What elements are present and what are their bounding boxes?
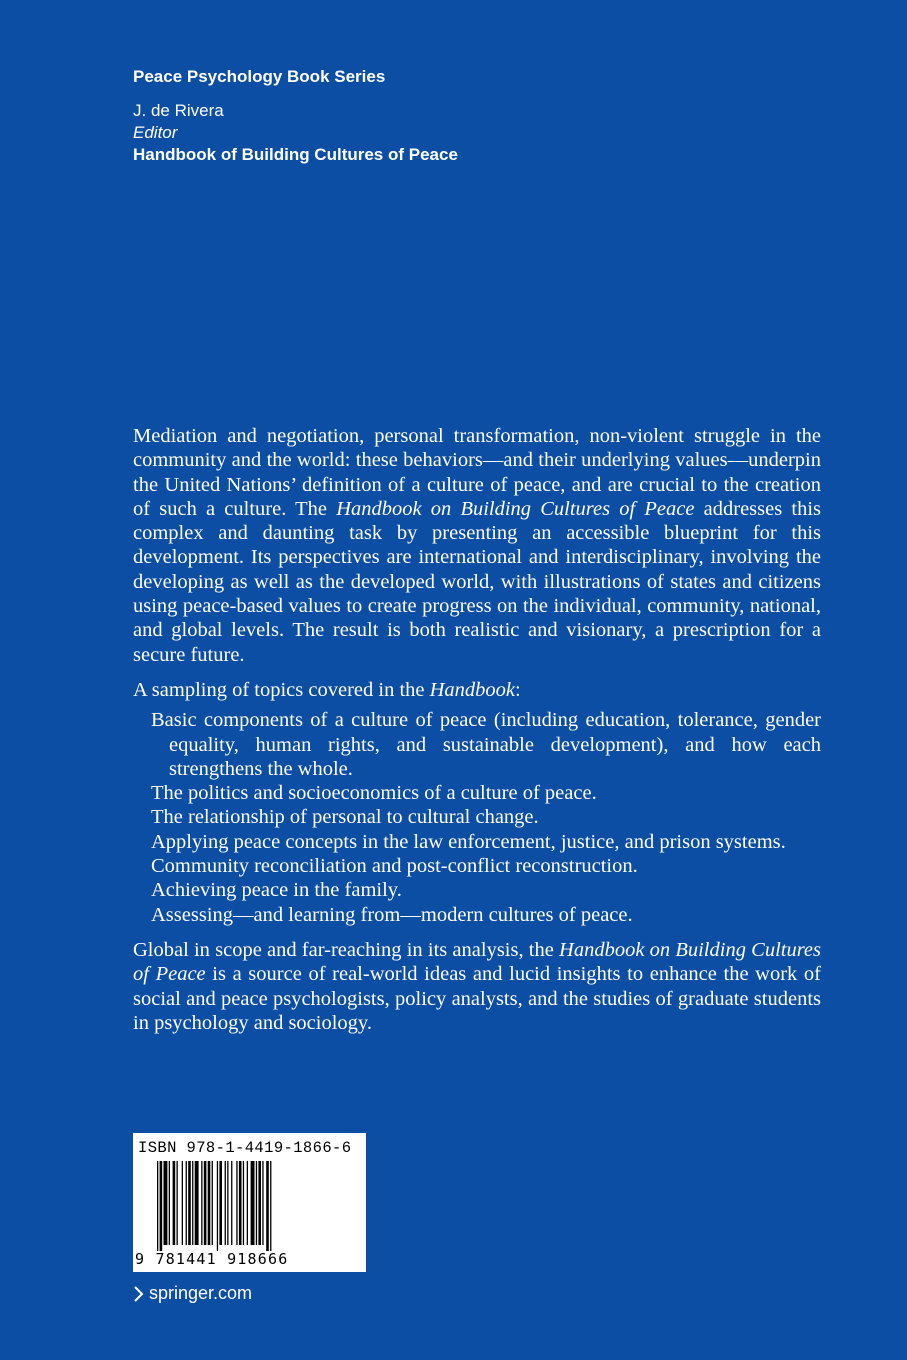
barcode-bar <box>243 1161 244 1245</box>
isbn-barcode-box <box>133 1133 366 1272</box>
barcode-bar <box>227 1161 228 1245</box>
topic-item: Assessing—and learning from—modern cultures of peace. <box>151 903 633 926</box>
barcode-bar <box>169 1161 170 1245</box>
topic-item: The relationship of personal to cultural change. <box>151 806 539 829</box>
barcode-bar <box>192 1161 193 1245</box>
handbook-title-italic: Handbook on Building Cultures of Peace <box>336 497 695 520</box>
barcode-bar <box>157 1161 158 1251</box>
editor-role: Editor <box>133 123 178 142</box>
topics-list <box>133 708 821 927</box>
topic-item: Basic components of a culture of peace (including education, tolerance, gender equality, human rights, and sustainable development), and how each strengthens the whole. <box>151 709 821 780</box>
isbn-label: ISBN 978-1-4419-1866-6 <box>138 1139 352 1157</box>
barcode-bar <box>217 1161 218 1251</box>
barcode-bar <box>247 1161 248 1245</box>
barcode-bar <box>188 1161 191 1245</box>
barcode-bar <box>195 1161 199 1245</box>
barcode-bar <box>270 1161 271 1251</box>
topic-item: Community reconciliation and post-conflict reconstruction. <box>151 855 638 878</box>
barcode-digits: 9 781441 918666 <box>135 1250 289 1268</box>
topic-item: Applying peace concepts in the law enforcement, justice, and prison systems. <box>151 830 786 853</box>
barcode-bar <box>231 1161 232 1245</box>
book-title: Handbook of Building Cultures of Peace <box>133 145 458 164</box>
handbook-title-italic: Handbook on Building Cultures of Peace <box>133 938 822 986</box>
barcode-bar <box>204 1161 207 1245</box>
barcode-bar <box>201 1161 202 1245</box>
barcode-bar <box>251 1161 255 1245</box>
handbook-italic: Handbook <box>429 678 516 701</box>
series-title: Peace Psychology Book Series <box>133 67 386 86</box>
barcode-bar <box>256 1161 257 1245</box>
barcode-bar <box>186 1161 187 1245</box>
barcode-bar <box>212 1161 213 1245</box>
barcode-bar <box>219 1161 222 1245</box>
barcode-bar <box>239 1161 242 1245</box>
barcode-bar <box>208 1161 211 1245</box>
barcode-bar <box>236 1161 237 1245</box>
barcode-bar <box>225 1161 226 1245</box>
barcode-bar <box>182 1161 183 1245</box>
intro-paragraph: Mediation and negotiation, personal transformation, non-violent struggle in the community and the world: these behaviors—and their underlying values—underpin the United Nations’ definition of a culture of peace, and are crucial to the creation of such a culture. The Handbook on Building Cultures of Peace addresses this complex and daunting task by presenting an accessible blueprint for this development. Its perspectives are international and interdisciplinary, involving the developing as well as the developed world, with illustrations of states and citizens using peace-based values to create progress on the individual, community, national, and global levels. The result is both realistic and visionary, a prescription for a secure future. <box>133 425 821 666</box>
editor-name: J. de Rivera <box>133 101 224 120</box>
barcode-bar <box>164 1161 168 1245</box>
barcode-bar <box>173 1161 176 1245</box>
barcode-bar <box>160 1161 163 1251</box>
sampling-heading: A sampling of topics covered in the Handbook: <box>133 678 521 701</box>
barcode-bar <box>258 1161 261 1245</box>
publisher-footer <box>133 1283 252 1304</box>
barcode-image <box>157 1161 347 1251</box>
publisher-url: springer.com <box>149 1283 253 1303</box>
topic-item: Achieving peace in the family. <box>151 879 402 902</box>
topic-item: The politics and socioeconomics of a culture of peace. <box>151 782 597 805</box>
closing-paragraph: Global in scope and far-reaching in its analysis, the Handbook on Building Cultures of Peace is a source of real-world ideas and lucid insights to enhance the work of social and peace psychologists, policy analysts, and the studies of graduate students in psychology and sociology. <box>133 938 822 1034</box>
back-cover-blurb <box>133 424 821 1035</box>
series-block <box>133 66 458 166</box>
barcode-bar <box>177 1161 178 1245</box>
barcode-bar <box>262 1161 263 1245</box>
chevron-right-icon <box>133 1285 145 1303</box>
barcode-bar <box>266 1161 269 1251</box>
